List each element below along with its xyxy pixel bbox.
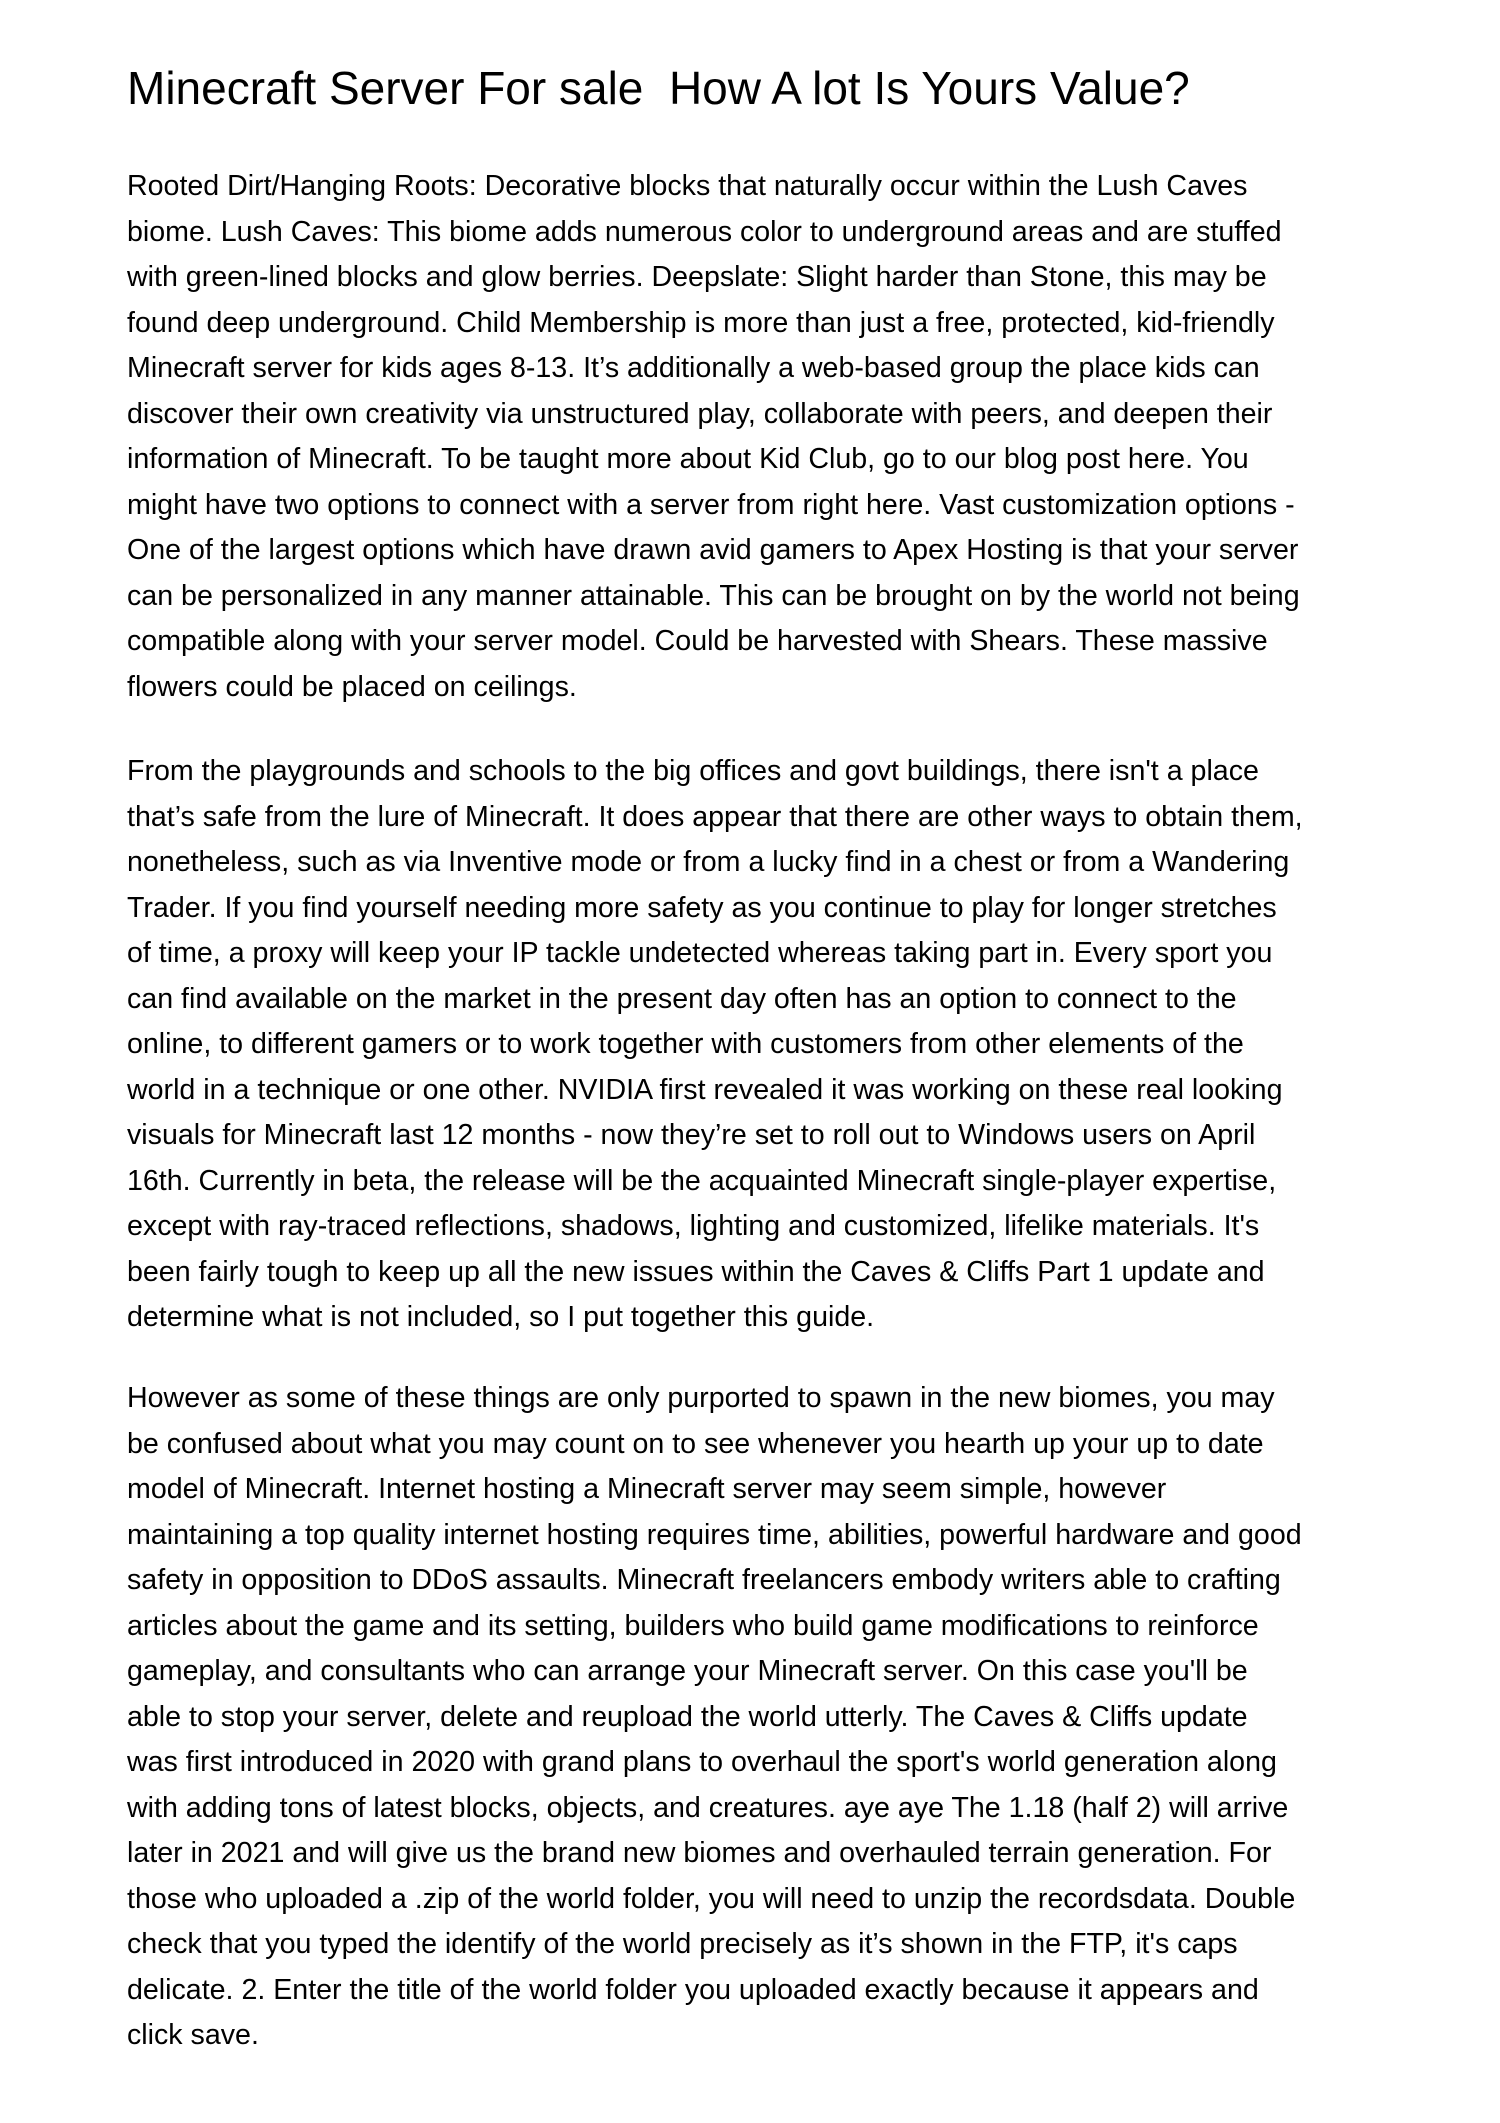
text-line: model of Minecraft. Internet hosting a Minecraft server may seem simple, however: [127, 1473, 1167, 1505]
text-line: safety in opposition to DDoS assaults. Minecraft freelancers embody writers able to crafting: [127, 1564, 1281, 1596]
text-line: compatible along with your server model. Could be harvested with Shears. These massive: [127, 625, 1268, 657]
page-title: Minecraft Server For sale How A lot Is Yours Value?: [127, 62, 1190, 114]
text-line: delicate. 2. Enter the title of the world folder you uploaded exactly because it appears and: [127, 1973, 1259, 2006]
paragraph-3: [127, 1376, 1427, 2059]
text-line: maintaining a top quality internet hosting requires time, abilities, powerful hardware and good: [127, 1518, 1302, 1551]
text-line: found deep underground. Child Membership is more than just a free, protected, kid-friendly: [127, 306, 1275, 339]
text-line: world in a technique or one other. NVIDIA first revealed it was working on these real looking: [127, 1073, 1283, 1106]
text-line: gameplay, and consultants who can arrange your Minecraft server. On this case you'll be: [127, 1655, 1248, 1687]
text-line: flowers could be placed on ceilings.: [127, 670, 577, 703]
text-line: check that you typed the identify of the world precisely as it’s shown in the FTP, it's caps: [127, 1928, 1238, 1960]
paragraph-1: [127, 164, 1427, 710]
text-line: One of the largest options which have drawn avid gamers to Apex Hosting is that your server: [127, 534, 1299, 566]
paragraph-2: [127, 749, 1427, 1341]
text-line: click save.: [127, 2019, 259, 2051]
text-line: can find available on the market in the present day often has an option to connect to the: [127, 982, 1237, 1015]
text-line: might have two options to connect with a server from right here. Vast customization options -: [127, 488, 1295, 521]
text-line: 16th. Currently in beta, the release will be the acquainted Minecraft single-player expertise,: [127, 1164, 1277, 1197]
text-line: later in 2021 and will give us the brand new biomes and overhauled terrain generation. For: [127, 1837, 1272, 1869]
text-line: determine what is not included, so I put together this guide.: [127, 1301, 875, 1333]
text-line: been fairly tough to keep up all the new issues within the Caves & Cliffs Part 1 update and: [127, 1255, 1265, 1288]
text-line: with adding tons of latest blocks, objects, and creatures. aye aye The 1.18 (half 2) will arrive: [127, 1791, 1289, 1824]
text-line: with green-lined blocks and glow berries. Deepslate: Slight harder than Stone, this may be: [127, 261, 1267, 293]
text-line: was first introduced in 2020 with grand plans to overhaul the sport's world generation along: [127, 1746, 1277, 1778]
text-line: biome. Lush Caves: This biome adds numerous color to underground areas and are stuffed: [127, 215, 1282, 248]
text-line: Rooted Dirt/Hanging Roots: Decorative blocks that naturally occur within the Lush Caves: [127, 170, 1248, 202]
text-line: Minecraft server for kids ages 8-13. It’s additionally a web-based group the place kids can: [127, 352, 1260, 384]
text-line: Trader. If you find yourself needing more safety as you continue to play for longer stretches: [127, 891, 1277, 924]
text-line: be confused about what you may count on to see whenever you hearth up your up to date: [127, 1427, 1264, 1460]
text-line: discover their own creativity via unstructured play, collaborate with peers, and deepen their: [127, 397, 1273, 430]
text-line: can be personalized in any manner attainable. This can be brought on by the world not being: [127, 579, 1300, 612]
text-line: From the playgrounds and schools to the big offices and govt buildings, there isn't a place: [127, 755, 1259, 787]
text-line: nonetheless, such as via Inventive mode or from a lucky find in a chest or from a Wandering: [127, 846, 1290, 878]
text-line: articles about the game and its setting, builders who build game modifications to reinforce: [127, 1609, 1259, 1642]
text-line: those who uploaded a .zip of the world folder, you will need to unzip the recordsdata. Double: [127, 1882, 1296, 1915]
text-line: information of Minecraft. To be taught more about Kid Club, go to our blog post here. You: [127, 443, 1249, 475]
text-line: except with ray-traced reflections, shadows, lighting and customized, lifelike materials. It's: [127, 1210, 1260, 1242]
text-line: However as some of these things are only purported to spawn in the new biomes, you may: [127, 1382, 1275, 1414]
text-line: of time, a proxy will keep your IP tackle undetected whereas taking part in. Every sport you: [127, 937, 1273, 969]
text-line: that’s safe from the lure of Minecraft. It does appear that there are other ways to obtain them,: [127, 800, 1303, 833]
text-line: able to stop your server, delete and reupload the world utterly. The Caves & Cliffs update: [127, 1700, 1248, 1733]
text-line: online, to different gamers or to work together with customers from other elements of the: [127, 1028, 1244, 1060]
text-line: visuals for Minecraft last 12 months - now they’re set to roll out to Windows users on April: [127, 1119, 1256, 1151]
